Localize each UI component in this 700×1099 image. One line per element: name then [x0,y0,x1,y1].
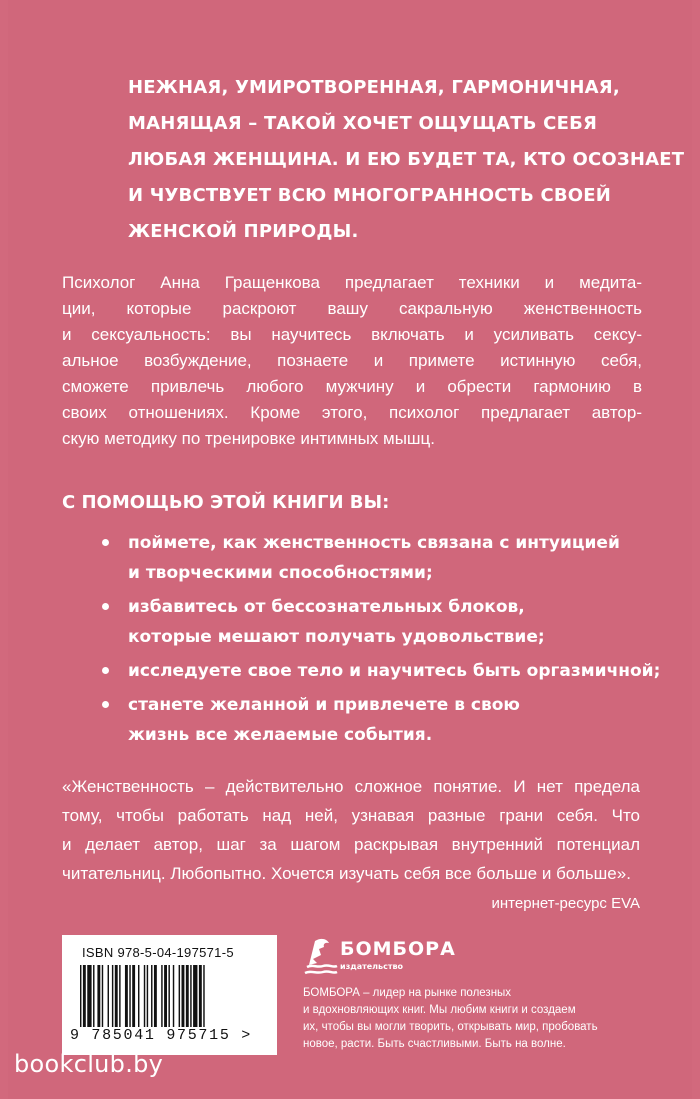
publisher-about-line: новое, расти. Быть счастливыми. Быть на волне. [303,1038,566,1050]
publisher-about-line: их, чтобы вы могли творить, открывать мир, пробовать [303,1021,598,1033]
list-item-line: исследуете свое тело и научитесь быть оргазмичной; [128,661,661,681]
barcode-bar [173,965,174,1027]
publisher-name: БОМБОРА [340,938,456,960]
publisher-about-line: и вдохновляющих книг. Мы любим книги и создаем [303,1004,576,1016]
barcode-bar [138,965,139,1027]
list-item-line: которые мешают получать удовольствие; [128,627,545,647]
bullet-icon [102,603,109,610]
description-line: ции, которые раскроют вашу сакральную женственность [62,299,642,318]
barcode-bar [112,965,113,1027]
barcode-bar [182,965,185,1027]
list-item-line: избавитесь от бессознательных блоков, [128,597,525,617]
barcode-bar [168,965,169,1027]
barcode-bar [93,965,94,1027]
barcode-bar [179,965,180,1027]
barcode-bar [154,965,157,1027]
description-line: своих отношениях. Кроме этого, психолог предлагает автор- [62,403,642,422]
description-line: сможете привлечь любого мужчину и обрести гармонию в [62,377,642,396]
barcode-bar [102,965,103,1027]
publisher-subtitle: издательство [340,962,404,971]
barcode-bar [119,965,120,1027]
barcode [80,965,256,1027]
barcode-bar [125,965,128,1027]
barcode-bar [129,965,130,1027]
quote-line: читательниц. Любопытно. Хочется изучать себя все больше и больше». [62,864,631,883]
barcode-bar [203,965,204,1027]
barcode-digits: 9 785041 975715 > [70,1027,252,1044]
website-watermark: bookclub.by [14,1050,164,1078]
description-line: скую методику по тренировке интимных мышц. [62,429,436,448]
list-item-line: жизнь все желаемые события. [128,725,433,745]
publisher-about-line: БОМБОРА – лидер на рынке полезных [303,987,512,999]
intro-text [128,70,685,250]
barcode-bar [87,965,91,1027]
bullet-icon [102,539,109,546]
barcode-bar [190,965,191,1027]
barcode-bar [108,965,109,1027]
description-text [62,270,642,452]
barcode-bar [161,965,162,1027]
description-line: и сексуальность: вы научитесь включать и усиливать сексу- [62,325,642,344]
list-item-line: станете желанной и привлечете в свою [128,695,520,715]
isbn-text: ISBN 978-5-04-197571-5 [82,945,234,960]
list-item [100,528,660,588]
barcode-bar [164,965,167,1027]
quote-line: «Женственность – действительно сложное понятие. И нет предела [62,777,640,796]
list-item [100,592,660,652]
barcode-bar [80,965,81,1027]
intro-line: ЖЕНСКОЙ ПРИРОДЫ. [128,221,359,242]
intro-line: И ЧУВСТВУЕТ ВСЮ МНОГОГРАННОСТЬ СВОЕЙ [128,185,612,206]
intro-line: ЛЮБАЯ ЖЕНЩИНА. И ЕЮ БУДЕТ ТА, КТО ОСОЗНАЕТ [128,149,685,170]
description-line: Психолог Анна Гращенкова предлагает техники и медита- [62,273,642,292]
barcode-bar [97,965,100,1027]
quote-source: интернет-ресурс EVA [491,895,640,912]
intro-line: МАНЯЩАЯ – ТАКОЙ ХОЧЕТ ОЩУЩАТЬ СЕБЯ [128,113,598,134]
barcode-panel [62,935,277,1055]
benefits-list [100,528,660,754]
barcode-bar [151,965,152,1027]
barcode-bar [144,965,145,1027]
barcode-bar [147,965,148,1027]
barcode-bar [193,965,197,1027]
barcode-bar [132,965,135,1027]
quote-line: и делает автор, шаг за шагом раскрывая внутренний потенциал [62,835,640,854]
list-item-line: и творческими способностями; [128,563,433,583]
quote-line: тому, чтобы работать над ней, узнавая разные грани себя. Что [62,806,640,825]
intro-line: НЕЖНАЯ, УМИРОТВОРЕННАЯ, ГАРМОНИЧНАЯ, [128,77,620,98]
benefits-heading: С ПОМОЩЬЮ ЭТОЙ КНИГИ ВЫ: [62,492,390,513]
publisher-about [303,985,603,1053]
barcode-bar [186,965,189,1027]
list-item [100,656,660,686]
barcode-bar [115,965,118,1027]
review-quote [62,772,640,888]
barcode-bar [199,965,202,1027]
list-item-line: поймете, как женственность связана с интуицией [128,533,620,553]
bullet-icon [102,667,109,674]
description-line: альное возбуждение, познаете и примете истинную себя, [62,351,642,370]
bullet-icon [102,701,109,708]
list-item [100,690,660,750]
barcode-bar [83,965,86,1027]
